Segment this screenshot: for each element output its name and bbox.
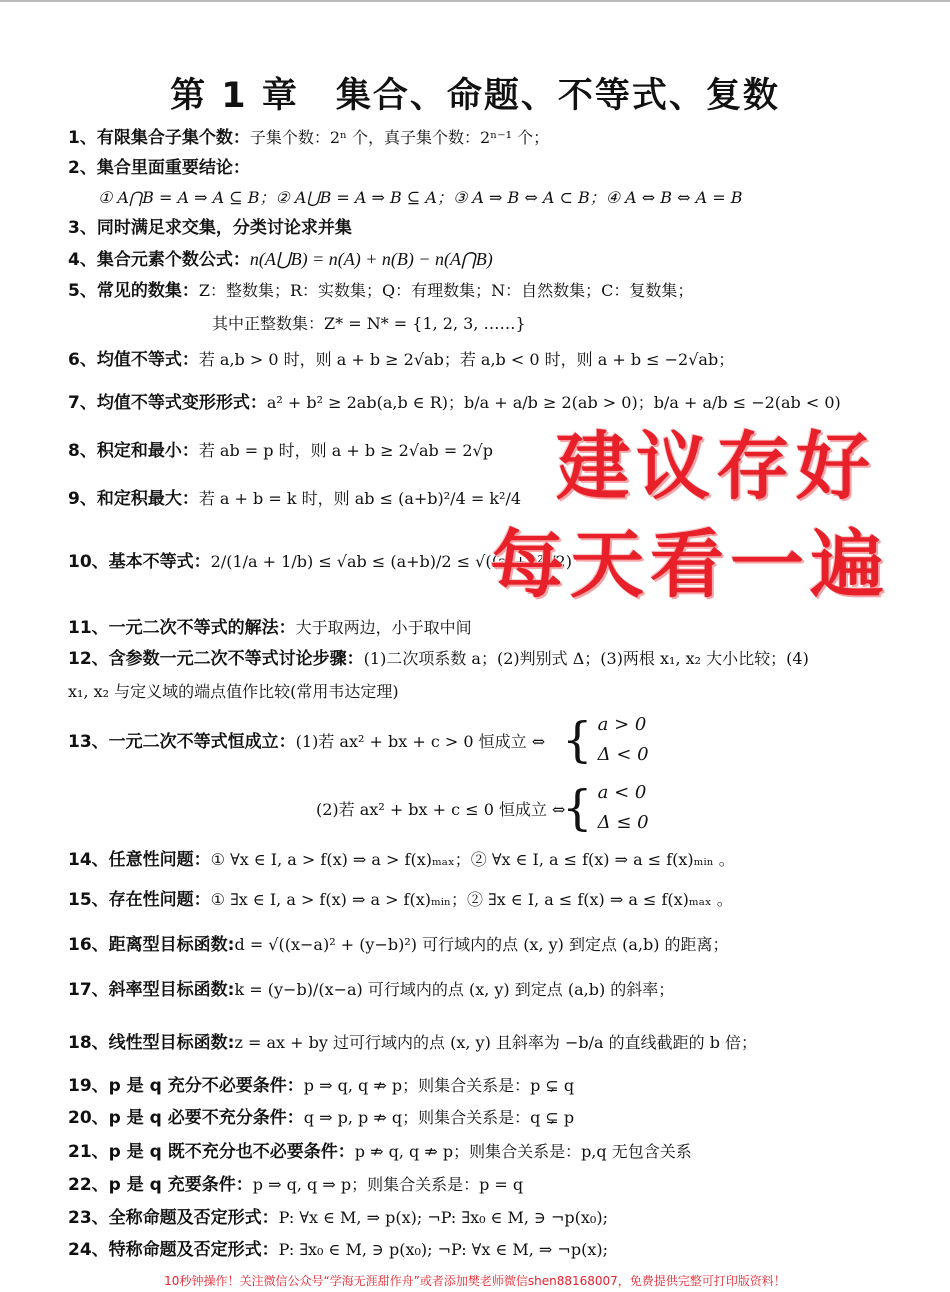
item-heading: 一元二次不等式的解法： xyxy=(108,618,296,638)
item-body: 若 ab = p 时，则 a + b ≥ 2√ab = 2√p xyxy=(198,441,493,460)
case-line: a < 0 xyxy=(597,782,647,803)
item-body: 子集个数：2ⁿ 个，真子集个数：2ⁿ⁻¹ 个； xyxy=(249,128,550,147)
item-number: 22、 xyxy=(68,1175,109,1195)
item-body: 2/(1/a + 1/b) ≤ √ab ≤ (a+b)/2 ≤ √((a²+b²)/2) xyxy=(210,552,572,571)
item-1 xyxy=(68,126,549,150)
item-number: 21、 xyxy=(68,1142,109,1162)
item-heading: 集合里面重要结论： xyxy=(96,158,250,178)
item-number: 4、 xyxy=(68,250,97,270)
item-2-body: ① A⋂B = A ⇒ A ⊆ B；② A⋃B = A ⇒ B ⊆ A；③ A ⇒ B ⇔ A ⊂ B；④ A ⇔ B ⇔ A = B xyxy=(98,188,743,207)
case-list xyxy=(598,778,649,838)
left-brace-icon: { xyxy=(562,712,593,768)
item-number: 18、 xyxy=(68,1033,109,1053)
item-5-body-cont: 其中正整数集：Z* = N* = {1, 2, 3, ……} xyxy=(212,314,526,333)
case-list xyxy=(598,710,649,770)
item-number: 19、 xyxy=(68,1076,109,1096)
item-heading: 任意性问题： xyxy=(108,850,211,870)
item-number: 11、 xyxy=(68,618,109,638)
item-number: 10、 xyxy=(68,552,109,572)
item-number: 5、 xyxy=(68,281,97,301)
item-heading: 常见的数集： xyxy=(96,281,199,301)
case-line: Δ ≤ 0 xyxy=(597,812,649,833)
item-body: 若 a,b > 0 时，则 a + b ≥ 2√ab；若 a,b < 0 时，则 a + b ≤ −2√ab； xyxy=(198,350,735,369)
item-6 xyxy=(68,348,734,372)
item-13-part2: (2)若 ax² + bx + c ≤ 0 恒成立 ⇔ xyxy=(316,800,566,819)
item-16 xyxy=(68,933,729,957)
item-heading: p 是 q 既不充分也不必要条件： xyxy=(108,1142,355,1162)
item-24 xyxy=(68,1238,608,1262)
item-body: 若 a + b = k 时，则 ab ≤ (a+b)²/4 = k²/4 xyxy=(198,489,522,508)
item-heading: 全称命题及否定形式： xyxy=(108,1208,279,1228)
item-number: 7、 xyxy=(68,393,97,413)
item-heading: 均值不等式变形形式： xyxy=(96,393,267,413)
item-number: 12、 xyxy=(68,649,109,669)
item-17 xyxy=(68,978,674,1002)
item-body: P: ∃x₀ ∈ M, ∋ p(x₀); ¬P: ∀x ∈ M, ⇒ ¬p(x); xyxy=(278,1240,608,1259)
stamp-line-1: 建议存好 xyxy=(556,424,876,510)
item-body: 大于取两边，小于取中间 xyxy=(295,618,472,637)
item-5 xyxy=(68,279,693,303)
item-23 xyxy=(68,1206,608,1230)
item-body: ① ∀x ∈ I, a > f(x) ⇒ a > f(x)ₘₐₓ；② ∀x ∈ I, a ≤ f(x) ⇒ a ≤ f(x)ₘᵢₙ 。 xyxy=(210,850,735,869)
item-heading: 集合元素个数公式： xyxy=(96,250,250,270)
case-line: Δ < 0 xyxy=(597,744,649,765)
footer-notice: 10秒钟操作！关注微信公众号“学海无涯甜作舟”或者添加樊老师微信shen88168007，免费提供完整可打印版资料！ xyxy=(164,1274,786,1288)
item-body: p ⇒ q, q ⇒ p；则集合关系是：p = q xyxy=(252,1175,524,1194)
item-number: 6、 xyxy=(68,350,97,370)
item-19 xyxy=(68,1074,574,1098)
item-13 xyxy=(68,730,545,754)
item-heading: 距离型目标函数: xyxy=(108,935,235,955)
item-2 xyxy=(68,156,250,180)
item-number: 17、 xyxy=(68,980,109,1000)
item-heading: 均值不等式： xyxy=(96,350,199,370)
item-18 xyxy=(68,1031,757,1055)
item-heading: 基本不等式： xyxy=(108,552,211,572)
item-number: 8、 xyxy=(68,441,97,461)
case-group-1 xyxy=(562,710,649,770)
item-heading: 积定和最小： xyxy=(96,441,199,461)
item-number: 24、 xyxy=(68,1240,109,1260)
item-21 xyxy=(68,1140,692,1164)
item-number: 15、 xyxy=(68,890,109,910)
item-body: p ⇒ q, q ⇏ p；则集合关系是：p ⊊ q xyxy=(303,1076,575,1095)
item-number: 23、 xyxy=(68,1208,109,1228)
item-heading: p 是 q 充分不必要条件： xyxy=(108,1076,304,1096)
item-22 xyxy=(68,1173,523,1197)
item-body: k = (y−b)/(x−a) 可行域内的点 (x, y) 到定点 (a,b) 的斜率； xyxy=(234,980,675,999)
case-line: a > 0 xyxy=(597,714,647,735)
item-body: Z：整数集；R：实数集；Q：有理数集；N：自然数集；C：复数集； xyxy=(198,281,694,300)
item-15 xyxy=(68,888,733,912)
item-12-body-cont: x₁, x₂ 与定义域的端点值作比较(常用韦达定理) xyxy=(68,682,399,701)
item-number: 3、 xyxy=(68,218,97,238)
item-7 xyxy=(68,391,841,415)
top-border xyxy=(0,0,950,2)
item-number: 16、 xyxy=(68,935,109,955)
item-number: 1、 xyxy=(68,128,97,148)
item-14 xyxy=(68,848,735,872)
item-number: 20、 xyxy=(68,1108,109,1128)
item-body: n(A⋃B) = n(A) + n(B) − n(A⋂B) xyxy=(249,249,493,269)
page-title: 第 1 章 集合、命题、不等式、复数 xyxy=(170,76,780,116)
case-group-2 xyxy=(562,778,649,838)
item-body: P: ∀x ∈ M, ⇒ p(x); ¬P: ∃x₀ ∈ M, ∋ ¬p(x₀); xyxy=(278,1208,608,1227)
item-8 xyxy=(68,439,493,463)
item-4 xyxy=(68,247,493,272)
item-heading: 特称命题及否定形式： xyxy=(108,1240,279,1260)
item-body: (1)二次项系数 a；(2)判别式 Δ；(3)两根 x₁, x₂ 大小比较；(4) xyxy=(363,649,809,668)
item-body: a² + b² ≥ 2ab(a,b ∈ R)；b/a + a/b ≥ 2(ab > 0)；b/a + a/b ≤ −2(ab < 0) xyxy=(266,393,841,412)
item-heading: p 是 q 必要不充分条件： xyxy=(108,1108,304,1128)
item-body: ① ∃x ∈ I, a > f(x) ⇒ a > f(x)ₘᵢₙ；② ∃x ∈ I, a ≤ f(x) ⇒ a ≤ f(x)ₘₐₓ 。 xyxy=(210,890,733,909)
item-heading: 存在性问题： xyxy=(108,890,211,910)
item-heading: 一元二次不等式恒成立： xyxy=(108,732,296,752)
item-12 xyxy=(68,647,809,671)
item-body: z = ax + by 过可行域内的点 (x, y) 且斜率为 −b/a 的直线截距的 b 倍； xyxy=(234,1033,758,1052)
item-number: 2、 xyxy=(68,158,97,178)
item-heading: 斜率型目标函数: xyxy=(108,980,235,1000)
item-number: 9、 xyxy=(68,489,97,509)
item-heading: 有限集合子集个数： xyxy=(96,128,250,148)
item-heading: 含参数一元二次不等式讨论步骤： xyxy=(108,649,364,669)
item-3 xyxy=(68,216,352,240)
item-body: p ⇏ q, q ⇏ p；则集合关系是：p,q 无包含关系 xyxy=(354,1142,692,1161)
item-heading: 和定积最大： xyxy=(96,489,199,509)
item-heading: 同时满足求交集，分类讨论求并集 xyxy=(96,218,352,238)
item-20 xyxy=(68,1106,574,1130)
item-body: d = √((x−a)² + (y−b)²) 可行域内的点 (x, y) 到定点 (a,b) 的距离； xyxy=(234,935,729,954)
left-brace-icon: { xyxy=(562,780,593,836)
item-number: 14、 xyxy=(68,850,109,870)
item-body: q ⇒ p, p ⇏ q；则集合关系是：q ⊊ p xyxy=(303,1108,575,1127)
item-heading: 线性型目标函数: xyxy=(108,1033,235,1053)
item-body: (1)若 ax² + bx + c > 0 恒成立 ⇔ xyxy=(295,732,546,751)
item-11 xyxy=(68,616,472,640)
stamp-line-2: 每天看一遍 xyxy=(490,522,890,608)
item-number: 13、 xyxy=(68,732,109,752)
item-heading: p 是 q 充要条件： xyxy=(108,1175,253,1195)
item-9 xyxy=(68,487,521,511)
